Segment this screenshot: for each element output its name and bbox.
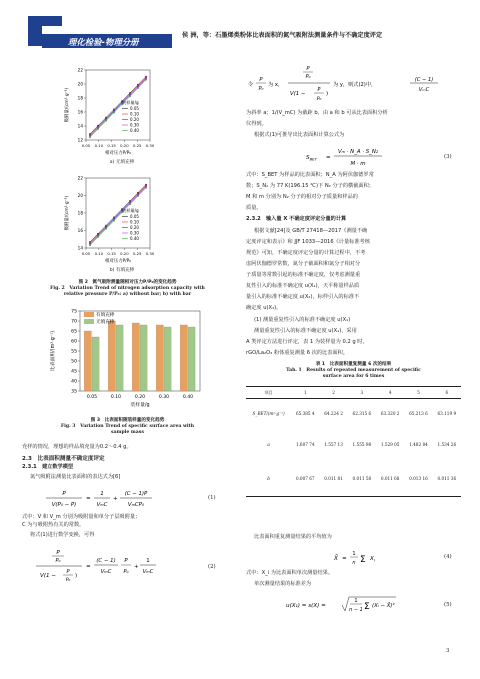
y-axis-label: 吸附量/(cm³·g⁻¹): [65, 87, 70, 123]
data-point: [145, 79, 147, 81]
svg-text:): ): [75, 573, 78, 579]
x-tick-label: 0.15: [107, 251, 116, 256]
table-header-cell: 3: [360, 390, 364, 395]
data-point: [137, 87, 139, 89]
x-tick-label: 0.15: [107, 143, 116, 148]
y-tick-label: 45: [71, 369, 77, 375]
y-tick-label: 60: [71, 339, 77, 345]
svg-text:): ): [326, 91, 329, 97]
svg-text:=: =: [342, 556, 347, 562]
right-para-basis-5: 子质量等常数引起的标准不确定度，仅考虑测量重: [246, 272, 361, 278]
equation-1: [40, 487, 220, 511]
data-point: [89, 244, 91, 246]
svg-text:令: 令: [248, 82, 254, 88]
tab1-caption-cn: 表 1 比表面积重复测量 6 次的结果: [315, 362, 392, 367]
data-point: [113, 112, 115, 114]
right-para-where-2: 数；S_N₂ 为 77 K(196.15 ℃)下 N₂ 分子的横截面积；: [246, 183, 374, 189]
equation-2: [30, 546, 230, 586]
legend-title: 装样量/g: [122, 208, 139, 213]
data-point: [105, 120, 107, 122]
svg-text:V(1 −: V(1 −: [40, 573, 57, 579]
bar: [188, 327, 195, 391]
svg-text:Σ: Σ: [364, 602, 370, 612]
eq2-label: (2): [208, 564, 216, 570]
eq1-label: (1): [208, 495, 216, 501]
figure2-panel-a: [62, 64, 202, 169]
eq2-graphic: [30, 546, 220, 586]
table-cell: 0.011 81: [324, 475, 343, 481]
figure3-caption: [20, 418, 235, 437]
legend-label: 0.10: [130, 111, 139, 117]
legend-label: 0.05: [130, 106, 139, 111]
legend-title: 装样量/g: [122, 100, 139, 105]
svg-text:1: 1: [354, 598, 358, 604]
svg-text:=: =: [86, 496, 91, 502]
svg-text:P: P: [259, 77, 263, 83]
equation-4: [246, 545, 461, 569]
legend-label: 0.40: [130, 236, 139, 241]
x-axis-label: 装样量/g: [130, 403, 150, 408]
x-tick-label: 0.25: [132, 143, 142, 148]
journal-name: 理化检验-物理分册: [68, 37, 139, 47]
legend-swatch: [84, 312, 94, 317]
fig2-caption-en-1: Fig. 2 Variation Trend of nitrogen adsorption capacity with: [50, 286, 205, 292]
right-para-where-4: 质量。: [246, 205, 262, 211]
svg-text:u(X₁) = s(X) =: u(X₁) = s(X) =: [286, 603, 326, 609]
y-axis-label: 吸附量/(cm³·g⁻¹): [65, 195, 70, 231]
fig2b-subcaption: b) 有填充棒: [109, 268, 135, 273]
right-para-basis-6: 复性引入的标准不确定度 u(X₁)，天平称量样品质: [246, 283, 360, 289]
equation-3: [246, 144, 461, 170]
data-point: [129, 203, 131, 205]
right-para-xi: 式中：X_i 为比表面积单次测量结果。: [246, 570, 334, 576]
table-cell: 62.315 6: [352, 411, 372, 417]
svg-text:P: P: [66, 569, 70, 575]
table-row: [246, 461, 461, 497]
legend-label: 有填充棒: [96, 313, 115, 318]
right-para-where-3: M 和 m 分别为 N₂ 分子的相对分子质量和样品的: [246, 194, 358, 200]
y-tick-label: 40: [71, 379, 77, 385]
table-cell: 63.320 2: [380, 411, 400, 417]
data-point: [145, 187, 147, 189]
fig3-caption-en-2: sample mass: [111, 430, 144, 436]
row-label: b: [267, 475, 270, 481]
figure2-panel-b: [62, 172, 202, 277]
figure2-caption: [20, 280, 235, 299]
svg-text:VₘC: VₘC: [418, 87, 430, 93]
bar: [84, 331, 91, 391]
page-number: 3: [446, 648, 450, 654]
svg-text:Xi: $X_i$: [370, 556, 375, 563]
y-tick-label: 18: [77, 210, 83, 216]
table-cell: 1.607 74: [295, 442, 315, 447]
svg-text:(C − 1): (C − 1): [414, 77, 434, 83]
table-header-cell: 4: [388, 390, 392, 395]
table-cell: 0.011 36: [437, 475, 457, 481]
bar: [156, 325, 163, 391]
svg-text:P₀: P₀: [55, 558, 61, 564]
svg-text:Σ: Σ: [360, 555, 366, 565]
svg-text:VₘC: VₘC: [100, 569, 112, 575]
data-point: [97, 236, 99, 238]
running-title: 侯 洲，等：石墨烯类粉体比表面积的氮气吸附法测量条件与不确定度评定: [182, 32, 383, 39]
y-tick-label: 18: [77, 95, 83, 101]
right-para-item1-4: rGO/La₂O₃ 粉体重复测量 6 次的比表面积。: [246, 350, 348, 356]
equation-5: [246, 592, 461, 618]
svg-text:X̄: X̄: [334, 556, 338, 562]
table-cell: 65.213 6: [409, 411, 428, 417]
table-header-cell: 项目: [264, 389, 273, 395]
svg-text:P₀: P₀: [258, 87, 264, 92]
eq3-label: (3): [444, 154, 452, 160]
y-tick-label: 75: [71, 309, 77, 315]
x-tick-label: 0.30: [158, 395, 170, 400]
right-para-item1-2: 测量重复性引入的标准不确定度 u(X₁)，采用: [254, 328, 357, 334]
svg-text:(C − 1): (C − 1): [96, 558, 116, 564]
x-tick-label: 0.05: [86, 395, 98, 400]
right-para-item1-3: A 类评定方法进行评定，表 1 为装样量为 0.2 g 时，: [246, 339, 368, 345]
data-point: [113, 220, 115, 222]
fig3-chart: [40, 305, 230, 415]
table-cell: 1.555 98: [352, 442, 372, 447]
x-tick-label: 0.20: [120, 251, 129, 256]
svg-text:+: +: [134, 564, 139, 570]
table-cell: 63.119 9: [437, 411, 457, 417]
left-para-vars-2: C 为与吸附热有关的常数。: [22, 522, 85, 528]
y-tick-label: 55: [71, 349, 77, 355]
data-point: [129, 95, 131, 97]
svg-text:P: P: [56, 550, 60, 556]
table-row: [246, 429, 461, 461]
y-axis-label: 比表面积/(m²·g⁻¹): [51, 330, 56, 372]
x-tick-label: 0.10: [110, 395, 122, 400]
x-tick-label: 0.10: [94, 251, 104, 256]
table-header-cell: 1: [303, 390, 307, 395]
data-point: [97, 128, 99, 130]
let-graphic: [246, 62, 461, 106]
y-tick-label: 12: [77, 137, 83, 143]
svg-text:n: n: [352, 560, 356, 566]
table1: [246, 386, 461, 497]
right-para-avg: 比表面积重复测量结果的平均值为: [254, 534, 332, 540]
x-tick-label: 0.20: [134, 395, 146, 400]
right-para-basis-4: 虑阿伏伽德罗常数，氮分子截面积和氮分子相对分: [246, 261, 361, 267]
right-para-basis-1: 根据文献[24]及 GB/T 27418—2017《测量不确: [254, 228, 368, 234]
y-tick-label: 16: [77, 109, 83, 115]
fig2b-chart: [62, 172, 202, 267]
svg-text:1: 1: [100, 491, 104, 497]
svg-text:1: 1: [352, 551, 356, 557]
bar: [92, 337, 99, 391]
row-label: a: [267, 442, 270, 447]
tab1-caption-en-2: surface area for 6 times: [322, 374, 385, 380]
x-tick-label: 0.05: [81, 143, 91, 148]
table-cell: 1.557 13: [324, 442, 343, 447]
data-point: [137, 195, 139, 197]
svg-text:P: P: [124, 558, 128, 564]
svg-text:VₘC: VₘC: [96, 502, 108, 508]
legend-label: 0.10: [130, 219, 139, 225]
svg-text:=: =: [86, 564, 91, 570]
legend-label: 0.05: [130, 214, 139, 219]
svg-text:P₀: P₀: [316, 97, 322, 102]
table-cell: 0.011 58: [352, 475, 372, 481]
x-tick-label: 0.40: [182, 395, 194, 400]
data-point: [89, 136, 91, 138]
y-tick-label: 35: [71, 389, 77, 395]
svg-text:+: +: [113, 496, 118, 502]
legend-label: 0.40: [130, 128, 139, 133]
svg-text:为 x，: 为 x，: [268, 82, 284, 88]
x-tick-label: 0.10: [94, 143, 104, 148]
bar: [132, 323, 139, 391]
right-para-where-1: 式中：S_BET 为样品的比表面积；N_A 为阿伏伽德罗常: [246, 172, 374, 178]
fig2a-subcaption: a) 无填充棒: [109, 160, 135, 165]
svg-text:P₀: P₀: [305, 75, 311, 80]
fig3-caption-cn: 图 3 比表面积随装样量的变化趋势: [90, 418, 165, 423]
fig2-caption-cn: 图 2 氮气吸附测量随相对压力P/P₀的变化趋势: [78, 280, 177, 285]
svg-text:P: P: [62, 491, 66, 497]
data-point: [105, 228, 107, 230]
svg-text:P₀: P₀: [123, 569, 129, 575]
right-para-slope-2: 仪得到。: [246, 121, 267, 127]
eq4-label: (4): [444, 554, 452, 560]
svg-text:V(P₀ − P): V(P₀ − P): [51, 502, 77, 508]
eq3-graphic: [246, 144, 446, 170]
right-para-std: 单次测量结果的标准差为: [254, 581, 312, 587]
svg-text:M · m: M · m: [350, 161, 366, 167]
legend-label: 0.20: [130, 117, 139, 122]
legend-label: 0.20: [130, 225, 139, 230]
table-cell: 1.529 05: [380, 442, 400, 447]
svg-text:P: P: [306, 66, 310, 72]
svg-text:(Xᵢ − X̄)²: (Xᵢ − X̄)²: [372, 603, 395, 609]
table-cell: 0.011 68: [380, 475, 400, 481]
right-para-slope-1: 为斜率 a；1/(V_mC) 为截距 b，由 a 和 b 可从比表面积分析: [246, 110, 388, 116]
tab1-caption-en-1: Tab. 1 Results of repeated measurement of specific: [286, 368, 421, 374]
x-tick-label: 0.25: [132, 251, 142, 256]
fig3-caption-en-1: Fig. 3 Variation Trend of specific surface area with: [60, 424, 195, 430]
y-tick-label: 20: [77, 81, 83, 87]
left-para-after-fig: 充样的情况，理想的样品填充量为0.2～0.4 g。: [22, 444, 132, 450]
table-cell: 0.013 16: [409, 475, 428, 481]
y-tick-label: 14: [77, 245, 83, 251]
y-tick-label: 70: [71, 319, 77, 325]
eq1-graphic: [40, 487, 210, 511]
right-para-item1-1: (1) 测量重复性引入的标准不确定度 u(X₁): [254, 317, 351, 323]
svg-text:V(1 −: V(1 −: [290, 91, 306, 97]
y-tick-label: 65: [71, 329, 77, 335]
x-axis-label: 相对压力P/P₀: [104, 259, 132, 264]
bar: [116, 325, 123, 391]
section-2-3-1: 2.3.1 建立数学模型: [22, 464, 74, 470]
svg-text:Vₘ · N_A · S_N₂: Vₘ · N_A · S_N₂: [337, 149, 379, 155]
svg-text:VₘC: VₘC: [142, 569, 154, 575]
eq5-label: (5): [444, 602, 452, 608]
bar: [108, 321, 115, 391]
x-tick-label: 0.05: [81, 251, 91, 256]
table-header-cell: 6: [445, 390, 449, 395]
svg-text:为 y，则式(2)中，: 为 y，则式(2)中，: [333, 82, 377, 88]
table-cell: 1.534 26: [437, 442, 457, 447]
svg-text:n − 1: n − 1: [349, 607, 363, 613]
eq4-graphic: [246, 545, 446, 569]
table-header-cell: 2: [332, 390, 335, 395]
y-tick-label: 22: [77, 67, 83, 73]
right-para-basis-8: 确定度 u(X₃)。: [246, 305, 282, 311]
left-para-transform: 将式(1)进行数学变换，可得: [30, 532, 95, 538]
right-para-formula: 根据式(1)可推导出比表面积计算公式为: [254, 132, 345, 138]
table-header-row: [246, 387, 461, 399]
right-para-basis-7: 量引入的标准不确定度 u(X₂)，标样引入的标准不: [246, 294, 360, 300]
svg-text:P: P: [317, 88, 321, 93]
x-tick-label: 0.30: [145, 143, 155, 148]
svg-text:=: =: [326, 155, 331, 161]
table-cell: 1.482 84: [409, 442, 428, 447]
svg-text:P₀: P₀: [65, 578, 71, 583]
svg-text:SBET: $S_{BET}$: [306, 155, 317, 162]
right-para-basis-2: 定度评定和表示》和 JJF 1033—2016《计量标准考核: [246, 239, 370, 245]
table-row: [246, 399, 461, 429]
table-header-cell: 5: [417, 390, 420, 395]
left-para-vars-1: 式中：V 和 V_m 分别为吸附量和单分子层吸附量；: [22, 514, 141, 520]
y-tick-label: 16: [77, 228, 83, 233]
table-cell: 64.224 2: [324, 411, 343, 417]
y-tick-label: 50: [71, 359, 77, 365]
row-label: S_BET/(m²·g⁻¹): [252, 411, 285, 417]
bar: [180, 325, 187, 391]
legend-label: 0.30: [130, 122, 139, 128]
svg-text:VₘCP₀: VₘCP₀: [127, 502, 145, 508]
svg-text:1: 1: [146, 558, 150, 564]
figure3: [40, 305, 230, 415]
x-tick-label: 0.30: [145, 251, 155, 256]
x-tick-label: 0.20: [120, 143, 129, 148]
y-tick-label: 22: [77, 175, 83, 181]
bar: [140, 325, 147, 391]
table-cell: 65.385 4: [295, 411, 315, 417]
table-cell: 0.007 67: [295, 475, 315, 481]
right-let-equation: [246, 62, 461, 106]
table1-caption: [246, 362, 461, 381]
y-tick-label: 20: [77, 193, 83, 198]
legend-label: 0.30: [130, 230, 139, 236]
section-2-3-2: 2.3.2 输入量 X 不确定度评定分量的计算: [246, 216, 347, 222]
legend-swatch: [84, 319, 94, 324]
left-para-model: 氮气吸附法测量比表面积的表达式为[6]: [30, 474, 121, 480]
bar: [164, 327, 171, 391]
fig2a-chart: [62, 64, 202, 159]
section-2-3: 2.3 比表面积测量不确定度评定: [22, 456, 105, 462]
eq5-graphic: [246, 592, 446, 618]
y-tick-label: 14: [77, 123, 83, 129]
legend-label: 无填充棒: [96, 320, 115, 325]
fig2-caption-en-2: relative pressure P/P₀: a) without bar; b) with bar: [63, 292, 192, 298]
svg-text:(C − 1)P: (C − 1)P: [124, 491, 148, 497]
journal-logo: [22, 14, 172, 52]
x-axis-label: 相对压力P/P₀: [104, 151, 132, 156]
right-para-basis-3: 规范》可知，不确定度评定分量的计算过程中，不考: [246, 250, 366, 256]
